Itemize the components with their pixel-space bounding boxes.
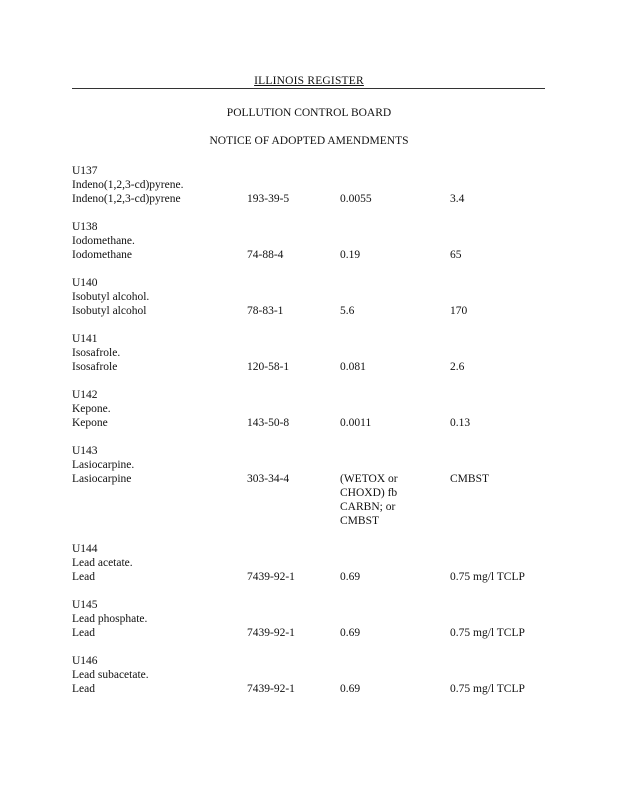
cas-number: 303-34-4 (247, 473, 290, 485)
nonwastewater-standard: 65 (450, 249, 462, 261)
wastewater-standard: 0.0055 (340, 193, 372, 205)
constituent-name: Indeno(1,2,3-cd)pyrene (72, 193, 181, 205)
constituent-row (72, 304, 552, 318)
constituent-row (72, 682, 552, 696)
constituent-name: Lead (72, 627, 95, 639)
cas-number: 193-39-5 (247, 193, 290, 205)
waste-name: Kepone. (72, 403, 111, 415)
waste-name: Indeno(1,2,3-cd)pyrene. (72, 179, 184, 191)
nonwastewater-standard: 2.6 (450, 361, 465, 373)
constituent-row (72, 248, 552, 262)
wastewater-standard: 0.0011 (340, 417, 372, 429)
register-title: ILLINOIS REGISTER (254, 75, 364, 87)
waste-entry (72, 220, 552, 262)
constituent-name: Lead (72, 683, 95, 695)
constituent-name: Isobutyl alcohol (72, 305, 147, 317)
wastewater-standard: (WETOX or CHOXD) fb CARBN; or CMBST (340, 473, 398, 527)
wastewater-standard: 0.69 (340, 683, 361, 695)
constituent-row (72, 416, 552, 430)
waste-code: U146 (72, 655, 98, 667)
constituent-row (72, 360, 552, 374)
nonwastewater-standard: 0.13 (450, 417, 471, 429)
waste-name: Lasiocarpine. (72, 459, 135, 471)
cas-number: 7439-92-1 (247, 683, 295, 695)
constituent-row (72, 626, 552, 640)
cas-number: 7439-92-1 (247, 571, 295, 583)
constituent-name: Isosafrole (72, 361, 118, 373)
constituent-name: Lead (72, 571, 95, 583)
waste-name: Isobutyl alcohol. (72, 291, 150, 303)
waste-name: Iodomethane. (72, 235, 135, 247)
nonwastewater-standard: 3.4 (450, 193, 465, 205)
wastewater-standard: 0.69 (340, 627, 361, 639)
cas-number: 78-83-1 (247, 305, 284, 317)
waste-name: Lead phosphate. (72, 613, 148, 625)
cas-number: 74-88-4 (247, 249, 284, 261)
waste-name: Lead subacetate. (72, 669, 149, 681)
waste-entry (72, 388, 552, 430)
wastewater-standard: 0.081 (340, 361, 366, 373)
waste-code: U138 (72, 221, 98, 233)
waste-code: U142 (72, 389, 98, 401)
wastewater-standard: 5.6 (340, 305, 355, 317)
waste-entry (72, 542, 552, 584)
waste-code: U145 (72, 599, 98, 611)
constituent-row (72, 472, 552, 528)
board-title: POLLUTION CONTROL BOARD (226, 107, 392, 119)
constituent-name: Iodomethane (72, 249, 133, 261)
nonwastewater-standard: 170 (450, 305, 468, 317)
waste-code: U140 (72, 277, 98, 289)
nonwastewater-standard: CMBST (450, 473, 489, 485)
cas-number: 143-50-8 (247, 417, 290, 429)
waste-code: U144 (72, 543, 98, 555)
nonwastewater-standard: 0.75 mg/l TCLP (450, 627, 525, 639)
header-divider (72, 88, 545, 89)
waste-entry (72, 164, 552, 206)
constituent-row (72, 570, 552, 584)
waste-entry (72, 332, 552, 374)
constituent-name: Kepone (72, 417, 108, 429)
waste-code: U141 (72, 333, 98, 345)
nonwastewater-standard: 0.75 mg/l TCLP (450, 571, 525, 583)
waste-entry (72, 276, 552, 318)
waste-name: Lead acetate. (72, 557, 133, 569)
cas-number: 7439-92-1 (247, 627, 295, 639)
waste-code: U143 (72, 445, 98, 457)
wastewater-standard: 0.69 (340, 571, 361, 583)
notice-title: NOTICE OF ADOPTED AMENDMENTS (209, 135, 409, 147)
waste-entry (72, 444, 552, 528)
wastewater-standard: 0.19 (340, 249, 361, 261)
constituent-name: Lasiocarpine (72, 473, 132, 485)
waste-entry (72, 654, 552, 696)
waste-code-list (72, 164, 552, 710)
waste-name: Isosafrole. (72, 347, 121, 359)
waste-entry (72, 598, 552, 640)
cas-number: 120-58-1 (247, 361, 290, 373)
waste-code: U137 (72, 165, 98, 177)
nonwastewater-standard: 0.75 mg/l TCLP (450, 683, 525, 695)
constituent-row (72, 192, 552, 206)
